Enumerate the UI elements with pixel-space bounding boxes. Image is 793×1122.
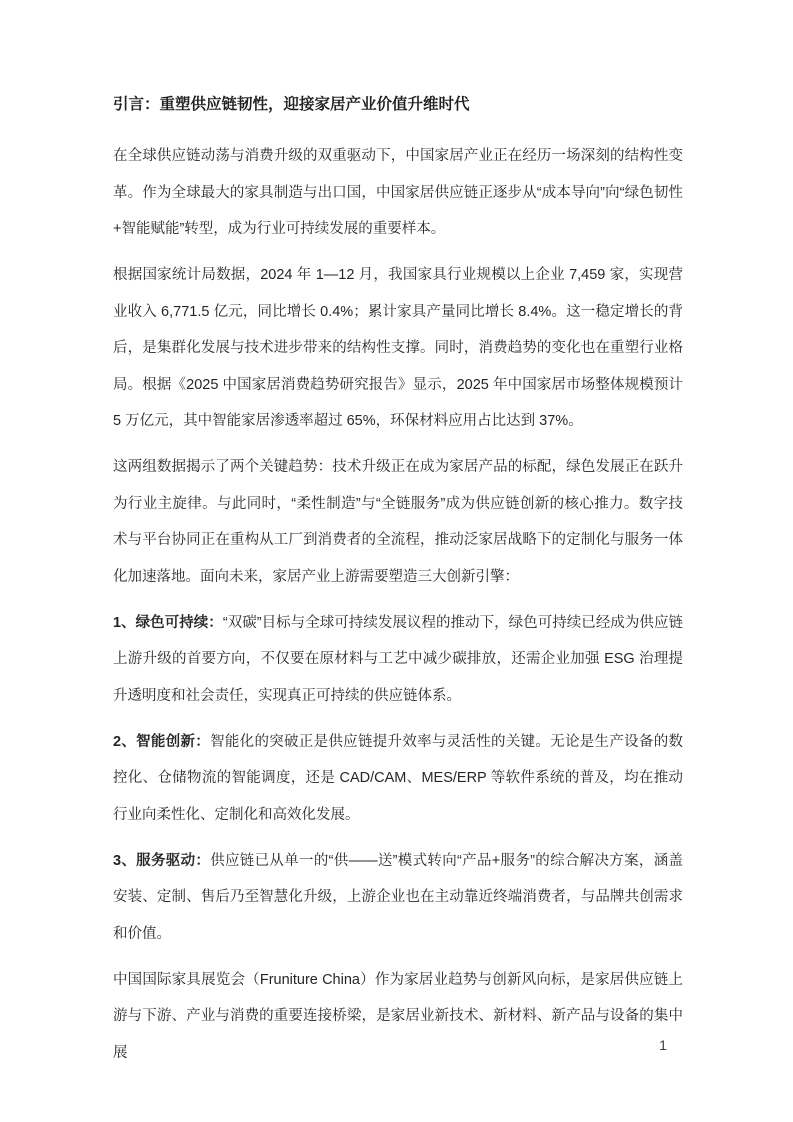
document-title: 引言：重塑供应链韧性，迎接家居产业价值升维时代 [113, 96, 470, 113]
paragraph-5 [113, 724, 683, 834]
paragraph-1 [113, 138, 683, 248]
paragraph-4-lead: 1、绿色可持续： [113, 614, 223, 631]
document-content [113, 94, 683, 1081]
paragraph-4-text: “双碳”目标与全球可持续发展议程的推动下，绿色可持续已经成为供应链上游升级的首要方向，不仅要在原材料与工艺中减少碳排放，还需企业加强 ESG 治理提升透明度和社会责任，实现真正可持续的供应链体系。 [113, 614, 683, 704]
paragraph-3 [113, 449, 683, 595]
paragraph-2-text: 根据国家统计局数据，2024 年 1—12 月，我国家具行业规模以上企业 7,459 家，实现营业收入 6,771.5 亿元，同比增长 0.4%；累计家具产量同比增长 8.4%。这一稳定增长的背后，是集群化发展与技术进步带来的结构性支撑。同时，消费趋势的变化也在重塑行业格局。根据《2025 中国家居消费趋势研究报告》显示，2025 年中国家居市场整体规模预计 5 万亿元，其中智能家居渗透率超过 65%，环保材料应用占比达到 37%。 [113, 267, 683, 429]
page-number: 1 [659, 1037, 667, 1053]
paragraph-2 [113, 257, 683, 440]
paragraph-1-text: 在全球供应链动荡与消费升级的双重驱动下，中国家居产业正在经历一场深刻的结构性变革。作为全球最大的家具制造与出口国，中国家居供应链正逐步从“成本导向”向“绿色韧性+智能赋能”转型，成为行业可持续发展的重要样本。 [113, 148, 683, 237]
paragraph-3-text: 这两组数据揭示了两个关键趋势：技术升级正在成为家居产品的标配，绿色发展正在跃升为行业主旋律。与此同时，“柔性制造”与“全链服务”成为供应链创新的核心推力。数字技术与平台协同正在重构从工厂到消费者的全流程，推动泛家居战略下的定制化与服务一体化加速落地。面向未来，家居产业上游需要塑造三大创新引擎： [113, 459, 683, 585]
paragraph-6 [113, 843, 683, 953]
paragraph-5-lead: 2、智能创新： [113, 733, 211, 750]
paragraph-7 [113, 962, 683, 1072]
paragraph-5-text: 智能化的突破正是供应链提升效率与灵活性的关键。无论是生产设备的数控化、仓储物流的智能调度，还是 CAD/CAM、MES/ERP 等软件系统的普及，均在推动行业向柔性化、定制化和高效化发展。 [113, 733, 683, 823]
paragraph-6-text: 供应链已从单一的“供——送”模式转向“产品+服务”的综合解决方案，涵盖安装、定制、售后乃至智慧化升级，上游企业也在主动靠近终端消费者，与品牌共创需求和价值。 [113, 852, 683, 942]
paragraph-6-lead: 3、服务驱动： [113, 852, 211, 869]
paragraph-4 [113, 605, 683, 715]
paragraph-7-text: 中国国际家具展览会（Fruniture China）作为家居业趋势与创新风向标，是家居供应链上游与下游、产业与消费的重要连接桥梁，是家居业新技术、新材料、新产品与设备的集中展 [113, 971, 683, 1061]
